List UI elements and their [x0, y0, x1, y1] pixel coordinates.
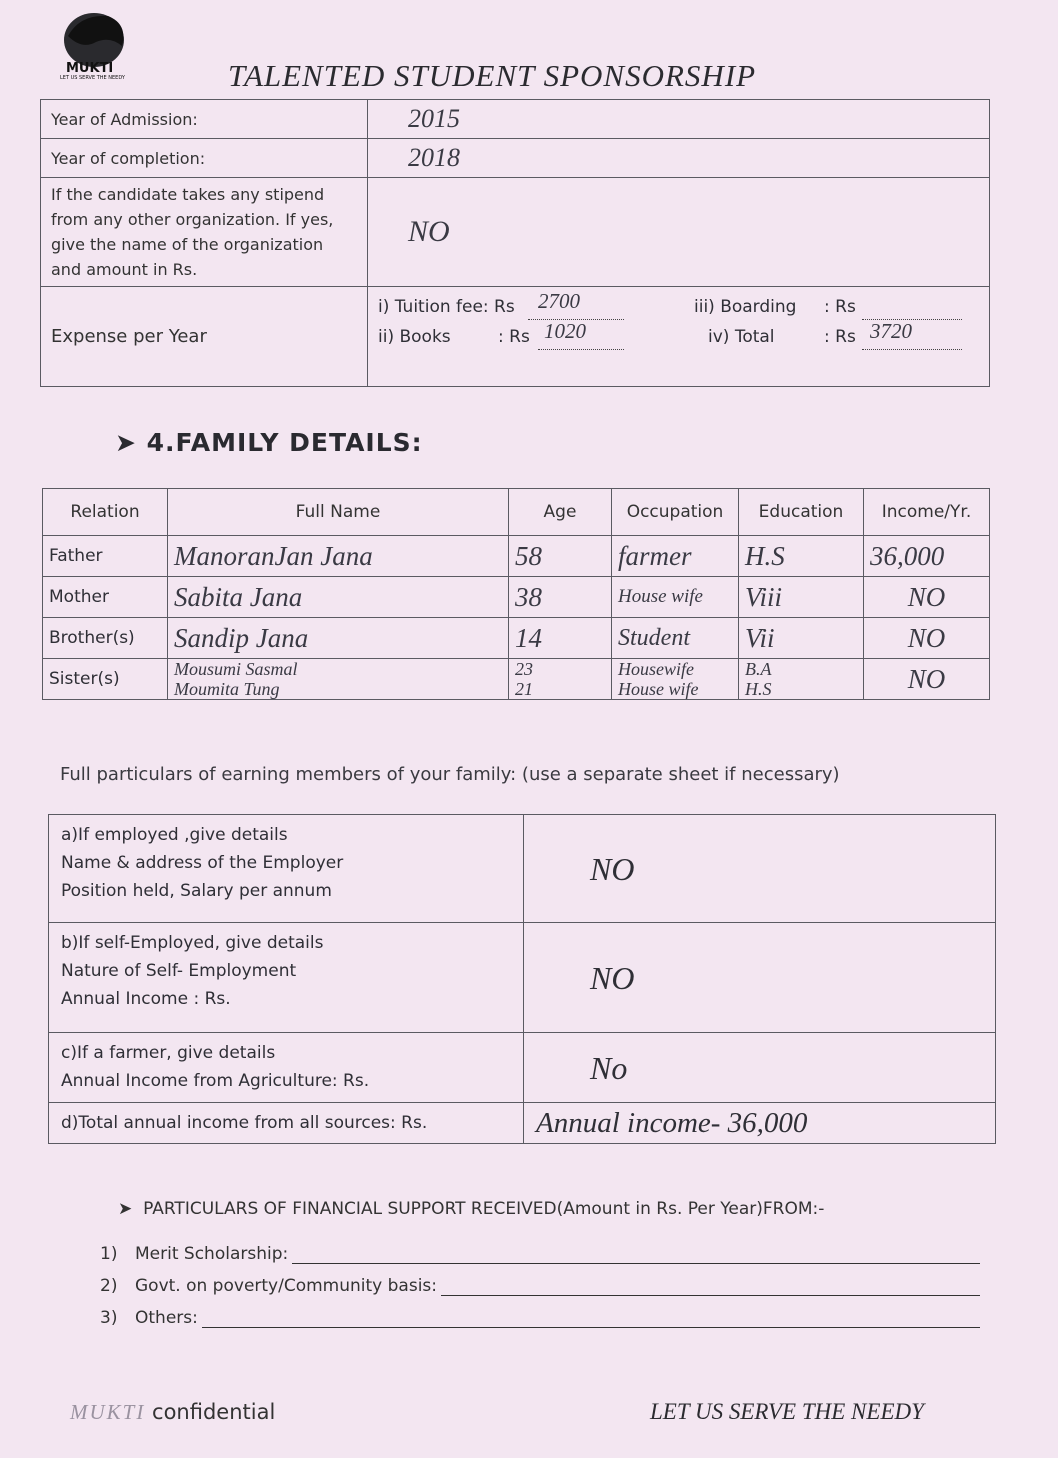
merit-scholarship-blank [292, 1245, 980, 1264]
name-cell: ManoranJan Jana [168, 536, 509, 577]
sister-ages-cell [509, 659, 612, 700]
family-row-father [43, 536, 990, 577]
name-cell: Sabita Jana [168, 577, 509, 618]
education-cell: H.S [739, 536, 864, 577]
mukti-logo [50, 6, 144, 80]
total-value: 3720 [870, 318, 912, 343]
sister-occupation: House wife [618, 679, 699, 699]
others-blank [202, 1309, 980, 1328]
self-employed-label [49, 923, 524, 1033]
name-cell: Sandip Jana [168, 618, 509, 659]
occupation-cell: Student [612, 618, 739, 659]
age-cell: 14 [509, 618, 612, 659]
family-table [42, 488, 990, 700]
income-cell: NO [864, 659, 990, 700]
family-row-brother [43, 618, 990, 659]
sister-education: H.S [745, 679, 772, 699]
sister-education: B.A [745, 659, 772, 679]
relation-cell: Mother [43, 577, 168, 618]
stipend-label-line: give the name of the organization [51, 235, 324, 254]
farmer-answer: No [524, 1033, 996, 1103]
self-employed-answer: NO [524, 923, 996, 1033]
occupation-cell: farmer [612, 536, 739, 577]
footer-confidential-text: confidential [152, 1400, 276, 1424]
stipend-label-line: and amount in Rs. [51, 260, 198, 279]
form-title: TALENTED STUDENT SPONSORSHIP [228, 58, 757, 93]
relation-cell: Brother(s) [43, 618, 168, 659]
total-label: iv) Total [708, 326, 775, 347]
books-label: ii) Books [378, 326, 451, 347]
logo-motto-text: LET US SERVE THE NEEDY [60, 75, 125, 80]
sister-age: 21 [515, 679, 533, 699]
income-cell: NO [864, 577, 990, 618]
footer-mukti-faded: MUKTI [70, 1400, 146, 1424]
tuition-label: i) Tuition fee: Rs [378, 296, 515, 317]
stipend-label-line: from any other organization. If yes, [51, 210, 334, 229]
footer-confidential [70, 1400, 275, 1425]
employed-line: Position held, Salary per annum [61, 881, 332, 901]
relation-cell: Sister(s) [43, 659, 168, 700]
employed-label [49, 815, 524, 923]
merit-scholarship-label: Merit Scholarship: [135, 1244, 289, 1264]
boarding-blank [862, 297, 962, 320]
item-number: 3) [100, 1308, 118, 1328]
col-age: Age [509, 489, 612, 536]
self-employed-line: b)If self-Employed, give details [61, 933, 324, 953]
self-employed-line: Nature of Self- Employment [61, 961, 297, 981]
sister-occupation: Housewife [618, 659, 694, 679]
expense-label: Expense per Year [41, 287, 368, 387]
others-label: Others: [135, 1308, 198, 1328]
list-item [100, 1296, 980, 1328]
govt-support-label: Govt. on poverty/Community basis: [135, 1276, 438, 1296]
list-item [100, 1264, 980, 1296]
year-completion-value: 2018 [368, 139, 990, 178]
family-row-mother [43, 577, 990, 618]
logo-mukti-text: MUKTI [66, 61, 114, 76]
col-relation: Relation [43, 489, 168, 536]
stipend-value: NO [368, 178, 990, 287]
year-admission-label: Year of Admission: [41, 100, 368, 139]
total-rs: : Rs [824, 326, 856, 347]
employed-line: a)If employed ,give details [61, 825, 288, 845]
farmer-line: c)If a farmer, give details [61, 1043, 276, 1063]
earning-table [48, 814, 996, 1144]
item-number: 1) [100, 1244, 118, 1264]
year-admission-value: 2015 [368, 100, 990, 139]
books-value: 1020 [544, 318, 586, 343]
financial-support-list [100, 1232, 980, 1328]
sister-occupations-cell [612, 659, 739, 700]
col-education: Education [739, 489, 864, 536]
family-row-sisters [43, 659, 990, 700]
sister-education-cell [739, 659, 864, 700]
sister-name: Moumita Tung [174, 679, 280, 699]
sister-name: Mousumi Sasmal [174, 659, 298, 679]
farmer-line: Annual Income from Agriculture: Rs. [61, 1071, 370, 1091]
age-cell: 38 [509, 577, 612, 618]
financial-support-title: PARTICULARS OF FINANCIAL SUPPORT RECEIVED(Amount in Rs. Per Year)FROM:- [143, 1199, 825, 1219]
family-details-title: 4.FAMILY DETAILS: [146, 428, 423, 457]
expense-details [368, 287, 990, 387]
item-number: 2) [100, 1276, 118, 1296]
boarding-label: iii) Boarding [694, 296, 797, 317]
books-rs: : Rs [498, 326, 530, 347]
sister-names-cell [168, 659, 509, 700]
self-employed-line: Annual Income : Rs. [61, 989, 231, 1009]
financial-support-heading: ➤ PARTICULARS OF FINANCIAL SUPPORT RECEIVED(Amount in Rs. Per Year)FROM:- [118, 1199, 825, 1219]
sister-age: 23 [515, 659, 533, 679]
farmer-label [49, 1033, 524, 1103]
age-cell: 58 [509, 536, 612, 577]
list-item [100, 1232, 980, 1264]
education-cell: Viii [739, 577, 864, 618]
total-income-answer: Annual income- 36,000 [524, 1103, 996, 1144]
boarding-rs: : Rs [824, 296, 856, 317]
year-completion-label: Year of completion: [41, 139, 368, 178]
admission-table [40, 99, 990, 387]
stipend-label [41, 178, 368, 287]
total-income-label: d)Total annual income from all sources: Rs. [49, 1103, 524, 1144]
col-occupation: Occupation [612, 489, 739, 536]
relation-cell: Father [43, 536, 168, 577]
footer-motto: LET US SERVE THE NEEDY [650, 1399, 924, 1424]
family-details-heading: ➤ 4.FAMILY DETAILS: [115, 428, 423, 457]
education-cell: Vii [739, 618, 864, 659]
stipend-label-line: If the candidate takes any stipend [51, 185, 325, 204]
occupation-cell: House wife [612, 577, 739, 618]
employed-line: Name & address of the Employer [61, 853, 344, 873]
col-full-name: Full Name [168, 489, 509, 536]
col-income: Income/Yr. [864, 489, 990, 536]
tuition-value: 2700 [538, 288, 580, 313]
income-cell: 36,000 [864, 536, 990, 577]
earning-members-heading: Full particulars of earning members of your family: (use a separate sheet if necessary) [60, 764, 840, 785]
employed-answer: NO [524, 815, 996, 923]
govt-support-blank [441, 1277, 980, 1296]
income-cell: NO [864, 618, 990, 659]
